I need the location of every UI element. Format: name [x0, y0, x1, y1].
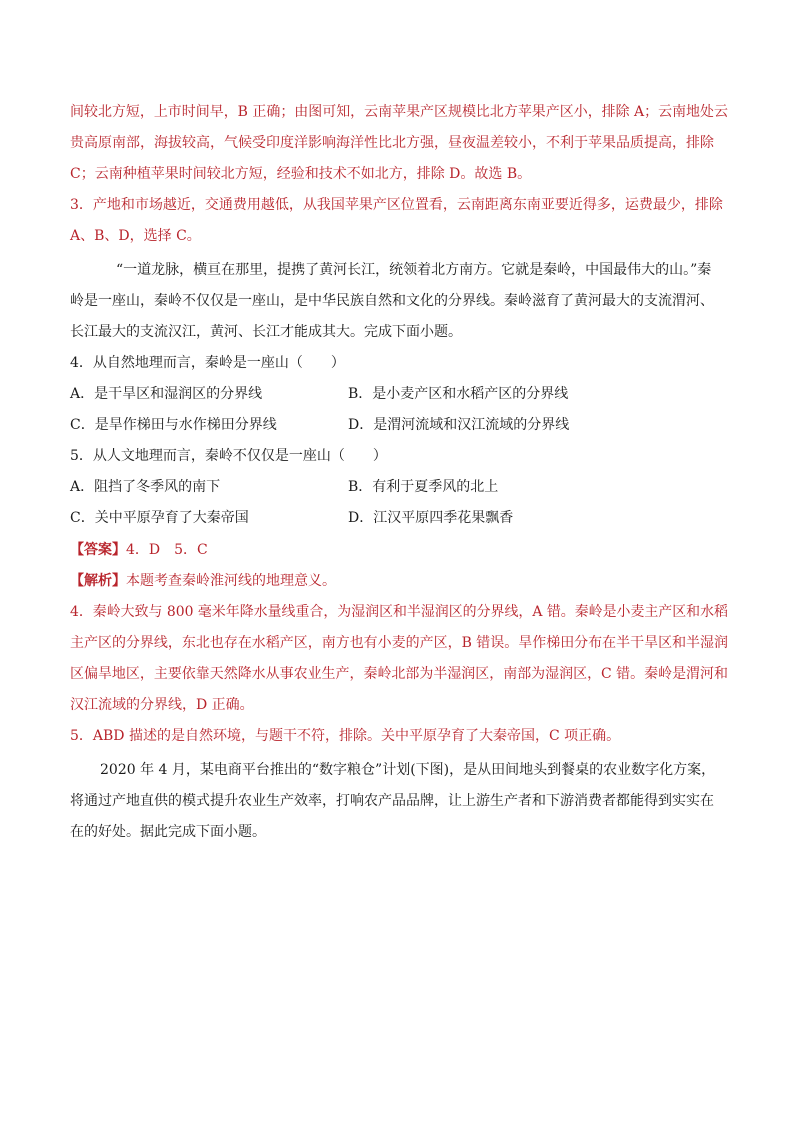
- explanation-line: 汉江流域的分界线，D 正确。: [70, 697, 254, 713]
- explanation-line: 5．ABD 描述的是自然环境，与题干不符，排除。关中平原孕育了大秦帝国，C 项正确。: [70, 728, 621, 744]
- passage-line: 在的好处。据此完成下面小题。: [70, 824, 266, 840]
- q5-option-b: B．有利于夏季风的北上: [348, 479, 499, 495]
- explanation-line: 区偏旱地区，主要依靠天然降水从事农业生产，秦岭北部为半湿润区，南部为湿润区，C 错。秦岭是渭河和: [70, 666, 728, 682]
- passage-line: 2020 年 4 月，某电商平台推出的“数字粮仓”计划(下图)，是从田间地头到餐桌的农业数字化方案，: [100, 762, 716, 778]
- passage-line: “一道龙脉，横亘在那里，提携了黄河长江，统领着北方南方。它就是秦岭，中国最伟大的山。”秦: [116, 262, 712, 278]
- explanation-line: 主产区的分界线，东北也存在水稻产区，南方也有小麦的产区，B 错误。旱作梯田分布在半干旱区和半湿润: [70, 635, 729, 651]
- q4-option-d: D．是渭河流域和汉江流域的分界线: [348, 417, 570, 433]
- q4-option-a: A．是干旱区和湿润区的分界线: [70, 386, 263, 402]
- explanation-line: A、B、D，选择 C。: [70, 228, 201, 244]
- explanation-line: 4．秦岭大致与 800 毫米年降水量线重合，为湿润区和半湿润区的分界线，A 错。秦岭是小麦主产区和水稻: [70, 604, 728, 620]
- analysis-text: 本题考查秦岭淮河线的地理意义。: [126, 573, 336, 589]
- explanation-line: 贵高原南部，海拔较高，气候受印度洋影响海洋性比北方强，昼夜温差较小，不利于苹果品质提高，排除: [70, 135, 714, 151]
- answer-text: 4．D 5．C: [126, 542, 208, 558]
- analysis-label: 【解析】: [70, 573, 126, 589]
- explanation-line: 3．产地和市场越近，交通费用越低，从我国苹果产区位置看，云南距离东南亚要近得多，运费最少，排除: [70, 197, 723, 213]
- passage-line: 将通过产地直供的模式提升农业生产效率，打响农产品品牌，让上游生产者和下游消费者都能得到实实在: [70, 793, 714, 809]
- question-5-stem: 5．从人文地理而言，秦岭不仅仅是一座山（ ）: [70, 448, 387, 464]
- explanation-line: C；云南种植苹果时间较北方短，经验和技术不如北方，排除 D。故选 B。: [70, 166, 532, 182]
- passage-line: 长江最大的支流汉江，黄河、长江才能成其大。完成下面小题。: [70, 324, 462, 340]
- q5-option-a: A．阻挡了冬季风的南下: [70, 479, 221, 495]
- explanation-line: 间较北方短，上市时间早，B 正确；由图可知，云南苹果产区规模比北方苹果产区小，排除 A；云南地处云: [70, 104, 728, 120]
- analysis-line: [70, 571, 336, 591]
- q5-option-d: D．江汉平原四季花果飘香: [348, 510, 514, 526]
- q4-option-c: C．是旱作梯田与水作梯田分界线: [70, 417, 277, 433]
- question-4-stem: 4．从自然地理而言，秦岭是一座山（ ）: [70, 355, 345, 371]
- answer-line: [70, 540, 208, 560]
- q5-option-c: C．关中平原孕育了大秦帝国: [70, 510, 249, 526]
- q4-option-b: B．是小麦产区和水稻产区的分界线: [348, 386, 569, 402]
- answer-label: 【答案】: [70, 542, 126, 558]
- passage-line: 岭是一座山，秦岭不仅仅是一座山，是中华民族自然和文化的分界线。秦岭滋育了黄河最大的支流渭河、: [70, 293, 714, 309]
